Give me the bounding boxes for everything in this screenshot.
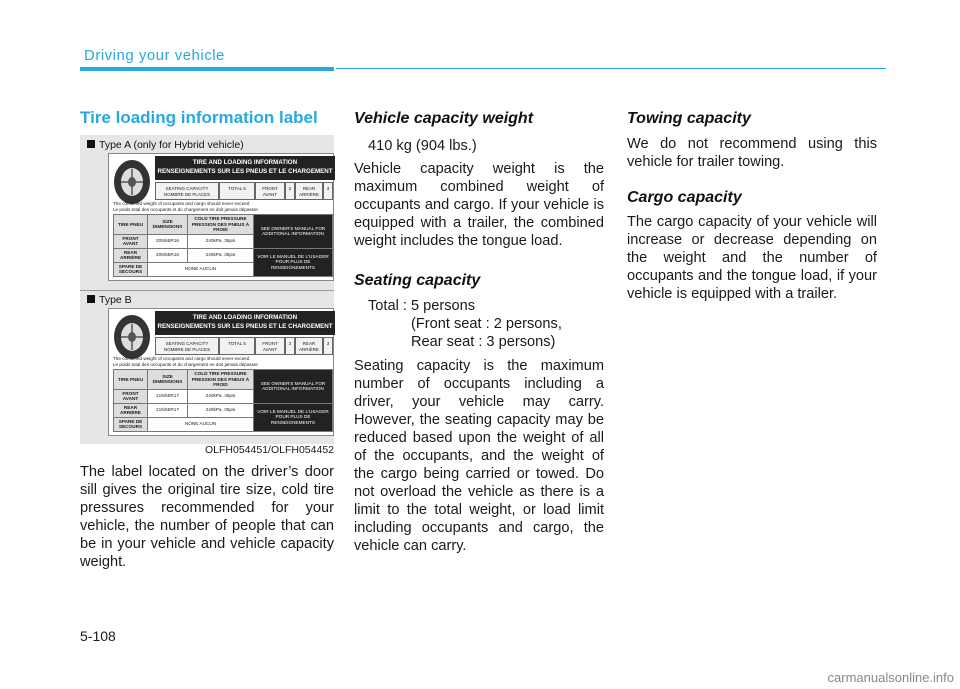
cargo-paragraph: The cargo capacity of your vehicle will increase or decrease depending on the weight and the number of occupants and the tongue load, if your vehicle is equipped with a trailer. bbox=[627, 214, 877, 302]
type-a-text: Type A (only for Hybrid vehicle) bbox=[99, 139, 244, 151]
total-cell: TOTAL 5 bbox=[219, 337, 255, 355]
total-cell: TOTAL 5 bbox=[219, 182, 255, 200]
cargo-capacity-title: Cargo capacity bbox=[627, 189, 742, 206]
towing-capacity-title: Towing capacity bbox=[627, 110, 751, 127]
page-number: 5-108 bbox=[80, 628, 116, 644]
size-front: 215/55R17 bbox=[148, 389, 188, 403]
see-manual-fr: VOIR LE MANUEL DE L'USAGER POUR PLUS DE RENSEIGNEMENTS bbox=[254, 248, 333, 276]
col-size: SIZE DIMENSIONS bbox=[148, 370, 188, 390]
size-rear: 215/55R17 bbox=[148, 403, 188, 417]
rear-count-cell: 3 bbox=[323, 182, 333, 200]
watermark: carmanualsonline.info bbox=[827, 670, 954, 685]
label-head-en: TIRE AND LOADING INFORMATION bbox=[192, 314, 298, 321]
pressure-rear: 240kPa, 35psi bbox=[188, 403, 254, 417]
towing-paragraph: We do not recommend using this vehicle for trailer towing. bbox=[627, 136, 877, 170]
label-head-fr: RENSEIGNEMENTS SUR LES PNEUS ET LE CHARGEMENT bbox=[157, 322, 333, 330]
col-cold-pressure: COLD TIRE PRESSURE PRESSION DES PNEUS À FROID bbox=[188, 215, 254, 235]
seating-front: (Front seat : 2 persons, bbox=[411, 316, 562, 332]
left-column bbox=[80, 108, 334, 128]
see-manual-en: SEE OWNER'S MANUAL FOR ADDITIONAL INFORMATION bbox=[254, 370, 333, 404]
weight-warning bbox=[113, 201, 333, 213]
front-cap-cell: FRONT AVANT bbox=[255, 337, 285, 355]
left-paragraph-block bbox=[80, 463, 334, 571]
see-manual-en: SEE OWNER'S MANUAL FOR ADDITIONAL INFORMATION bbox=[254, 215, 333, 249]
size-rear: 205/65R16 bbox=[148, 248, 188, 262]
spare-none: NONE AUCUN bbox=[148, 262, 254, 276]
row-front: FRONT AVANT bbox=[114, 234, 148, 248]
warn-en: The combined weight of occupants and cargo should never exceed bbox=[113, 201, 250, 206]
col-tire: TIRE PNEU bbox=[114, 370, 148, 390]
middle-column bbox=[354, 110, 604, 555]
row-spare: SPARE DE SECOURS bbox=[114, 417, 148, 431]
label-head-fr: RENSEIGNEMENTS SUR LES PNEUS ET LE CHARGEMENT bbox=[157, 167, 333, 175]
row-rear: REAR ARRIÈRE bbox=[114, 248, 148, 262]
col-tire: TIRE PNEU bbox=[114, 215, 148, 235]
type-b-text: Type B bbox=[99, 294, 132, 306]
col-size: SIZE DIMENSIONS bbox=[148, 215, 188, 235]
rear-cap-cell: REAR ARRIÈRE bbox=[295, 337, 323, 355]
seating-rear: Rear seat : 3 persons) bbox=[411, 334, 556, 350]
warn-fr: Le poids total des occupants et du chargement ne doit jamais dépasser bbox=[113, 362, 259, 367]
type-a-caption bbox=[87, 139, 244, 151]
seating-capacity-cell: SEATING CAPACITY NOMBRE DE PLACES bbox=[155, 182, 219, 200]
warn-en: The combined weight of occupants and cargo should never exceed bbox=[113, 356, 250, 361]
label-head-en: TIRE AND LOADING INFORMATION bbox=[192, 159, 298, 166]
bullet-square-icon bbox=[87, 295, 95, 303]
section-header-title: Driving your vehicle bbox=[84, 47, 225, 64]
rear-count-cell: 3 bbox=[323, 337, 333, 355]
figure-divider bbox=[80, 290, 334, 291]
bullet-square-icon bbox=[87, 140, 95, 148]
capacity-row bbox=[155, 182, 333, 200]
tire-icon bbox=[112, 313, 152, 361]
figure-code: OLFH054451/OLFH054452 bbox=[205, 444, 334, 456]
spare-none: NONE AUCUN bbox=[148, 417, 254, 431]
capacity-value: 410 kg (904 lbs.) bbox=[368, 138, 477, 154]
tire-icon bbox=[112, 158, 152, 206]
pressure-front: 240kPa, 35psi bbox=[188, 234, 254, 248]
tire-label-type-a bbox=[108, 153, 334, 281]
row-spare: SPARE DE SECOURS bbox=[114, 262, 148, 276]
see-manual-fr: VOIR LE MANUEL DE L'USAGER POUR PLUS DE RENSEIGNEMENTS bbox=[254, 403, 333, 431]
front-count-cell: 2 bbox=[285, 337, 295, 355]
label-description: The label located on the driver’s door sill gives the original tire size, cold tire pressures recommended for your vehicle, the number of people that can be in your vehicle and vehicle capacity weight. bbox=[80, 464, 334, 570]
capacity-row bbox=[155, 337, 333, 355]
pressure-front: 240kPa, 35psi bbox=[188, 389, 254, 403]
label-header bbox=[155, 311, 335, 335]
seating-capacity-cell: SEATING CAPACITY NOMBRE DE PLACES bbox=[155, 337, 219, 355]
header-accent-bar bbox=[80, 67, 334, 71]
label-figure bbox=[80, 135, 334, 444]
front-cap-cell: FRONT AVANT bbox=[255, 182, 285, 200]
col-cold-pressure: COLD TIRE PRESSURE PRESSION DES PNEUS À FROID bbox=[188, 370, 254, 390]
vehicle-capacity-title: Vehicle capacity weight bbox=[354, 110, 534, 127]
right-column bbox=[627, 110, 877, 303]
row-rear: REAR ARRIÈRE bbox=[114, 403, 148, 417]
tire-pressure-table bbox=[113, 214, 333, 277]
section-title: Tire loading information label bbox=[80, 108, 318, 127]
seating-total: Total : 5 persons bbox=[368, 298, 476, 314]
label-header bbox=[155, 156, 335, 180]
header-rule bbox=[336, 68, 886, 69]
seating-capacity-title: Seating capacity bbox=[354, 272, 481, 289]
type-b-caption bbox=[87, 294, 132, 306]
front-count-cell: 2 bbox=[285, 182, 295, 200]
row-front: FRONT AVANT bbox=[114, 389, 148, 403]
warn-fr: Le poids total des occupants et du chargement ne doit jamais dépasser bbox=[113, 207, 259, 212]
pressure-rear: 240kPa, 35psi bbox=[188, 248, 254, 262]
size-front: 205/65R16 bbox=[148, 234, 188, 248]
capacity-paragraph: Vehicle capacity weight is the maximum combined weight of occupants and cargo. If your vehicle is equipped with a trailer, the combined weight includes the tongue load. bbox=[354, 161, 604, 249]
tire-pressure-table bbox=[113, 369, 333, 432]
tire-label-type-b bbox=[108, 308, 334, 436]
rear-cap-cell: REAR ARRIÈRE bbox=[295, 182, 323, 200]
weight-warning bbox=[113, 356, 333, 368]
seating-paragraph: Seating capacity is the maximum number of occupants including a driver, your vehicle may carry. However, the seating capacity may be reduced based upon the weight of all of the occupants, and the weight of the cargo being carried or towed. Do not overload the vehicle as there is a limit to the total weight, or load limit including occupants and cargo, the vehicle can carry. bbox=[354, 358, 604, 554]
